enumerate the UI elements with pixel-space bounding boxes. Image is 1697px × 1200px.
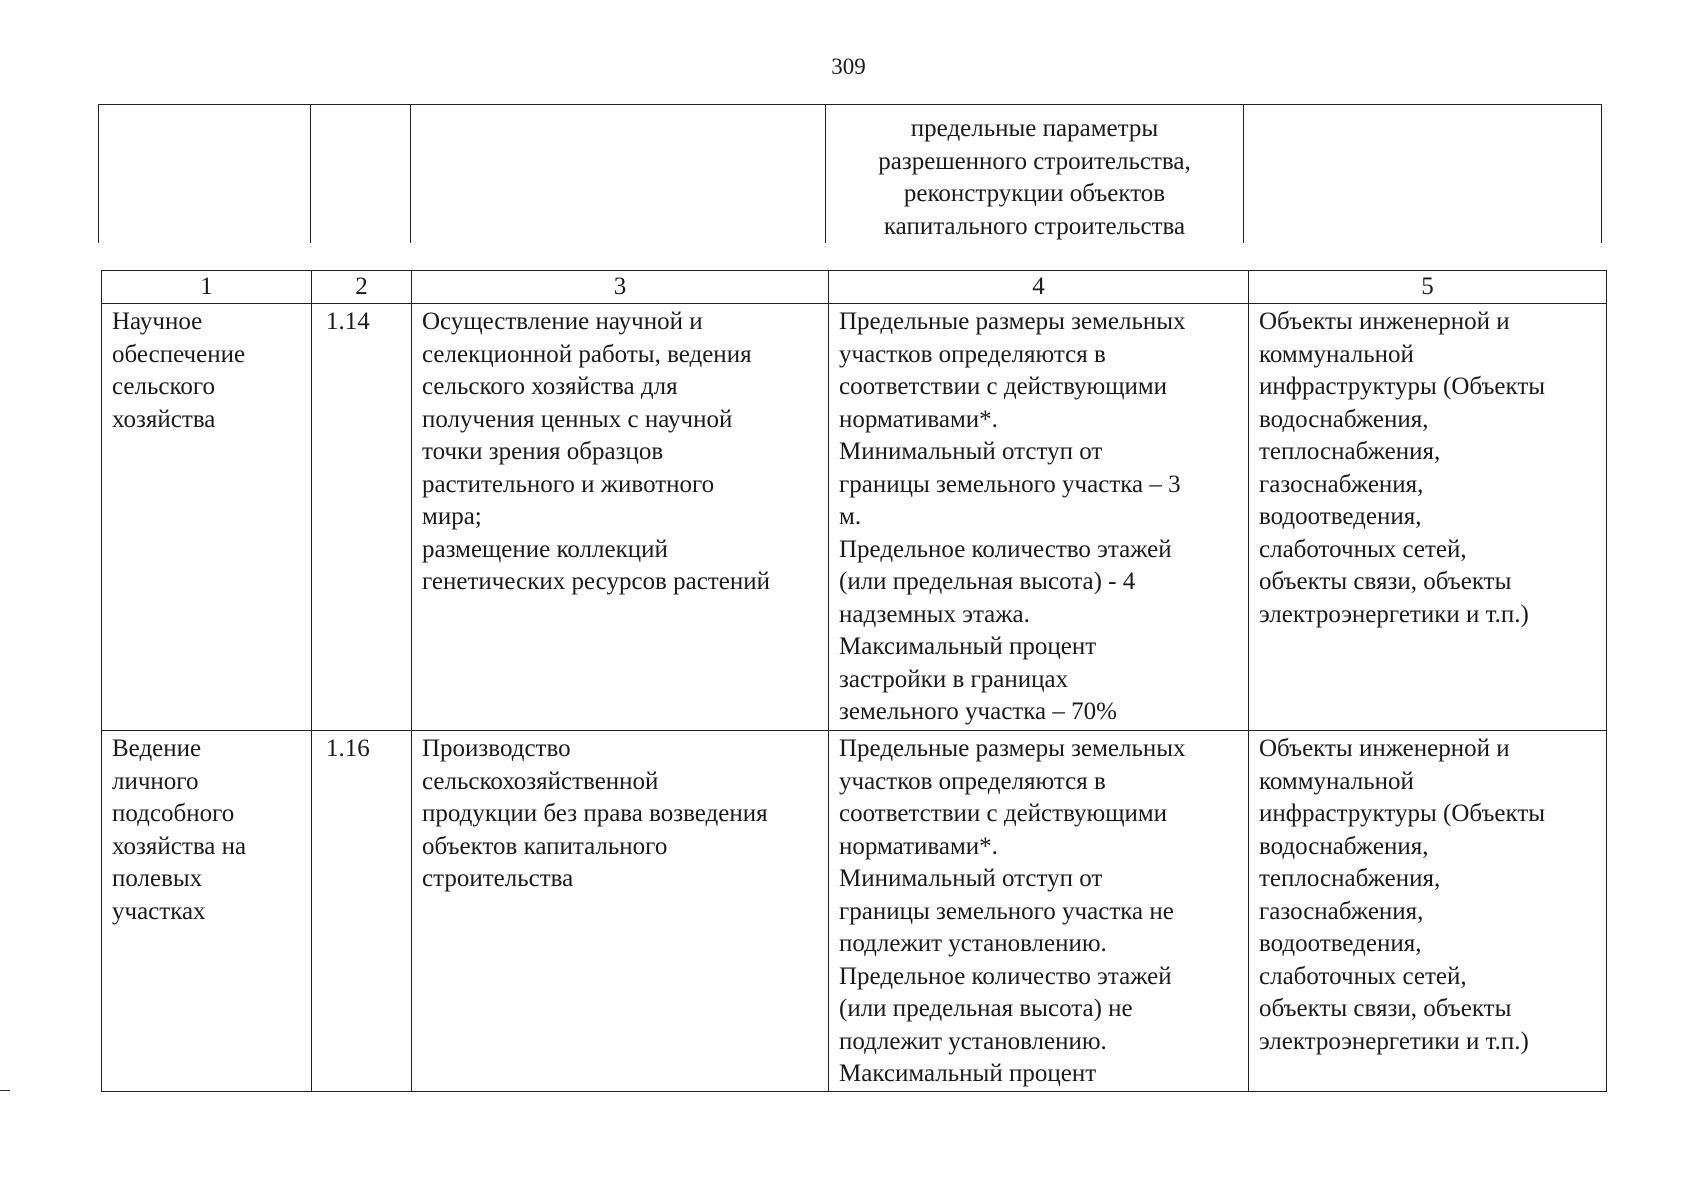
column-number: 2 bbox=[312, 271, 412, 304]
header-cell-parameters: предельные параметры разрешенного строительства, реконструкции объектов капитального строительства bbox=[826, 105, 1244, 244]
header-cell-col2 bbox=[311, 105, 411, 244]
column-number: 3 bbox=[412, 271, 829, 304]
table-row bbox=[102, 304, 1607, 731]
page-number: 309 bbox=[831, 54, 866, 79]
column-number: 4 bbox=[829, 271, 1249, 304]
land-use-description: Производство сельскохозяйственной продукции без права возведения объектов капитального строительства bbox=[412, 731, 829, 1092]
land-use-code: 1.14 bbox=[312, 304, 412, 731]
infrastructure-objects: Объекты инженерной и коммунальной инфраструктуры (Объекты водоснабжения, теплоснабжения, газоснабжения, водоотведения, слаботочных сетей, объекты связи, объекты электроэнергетики и т.п.) bbox=[1249, 304, 1607, 731]
land-use-code: 1.16 bbox=[312, 731, 412, 1092]
header-fragment-row bbox=[99, 105, 1602, 244]
land-use-description: Осуществление научной и селекционной работы, ведения сельского хозяйства для получения ценных с научной точки зрения образцов растительного и животного мира; размещение коллекций генетических ресурсов растений bbox=[412, 304, 829, 731]
land-use-table bbox=[101, 270, 1607, 1092]
header-cell-col3 bbox=[411, 105, 826, 244]
construction-parameters: Предельные размеры земельных участков определяются в соответствии с действующими нормативами*. Минимальный отступ от границы земельного участка – 3 м. Предельное количество этажей (или предельная высота) - 4 надземных этажа. Максимальный процент застройки в границах земельного участка – 70% bbox=[829, 304, 1249, 731]
column-number: 5 bbox=[1249, 271, 1607, 304]
infrastructure-objects: Объекты инженерной и коммунальной инфраструктуры (Объекты водоснабжения, теплоснабжения, газоснабжения, водоотведения, слаботочных сетей, объекты связи, объекты электроэнергетики и т.п.) bbox=[1249, 731, 1607, 1092]
margin-mark bbox=[0, 1090, 10, 1091]
land-use-name: Научное обеспечение сельского хозяйства bbox=[102, 304, 312, 731]
header-cell-col1 bbox=[99, 105, 311, 244]
column-number-row bbox=[102, 271, 1607, 304]
column-number: 1 bbox=[102, 271, 312, 304]
header-fragment-table bbox=[98, 104, 1602, 243]
land-use-name: Ведение личного подсобного хозяйства на полевых участках bbox=[102, 731, 312, 1092]
header-cell-col5 bbox=[1244, 105, 1602, 244]
table-row bbox=[102, 731, 1607, 1092]
construction-parameters: Предельные размеры земельных участков определяются в соответствии с действующими нормативами*. Минимальный отступ от границы земельного участка не подлежит установлению. Предельное количество этажей (или предельная высота) не подлежит установлению. Максимальный процент bbox=[829, 731, 1249, 1092]
